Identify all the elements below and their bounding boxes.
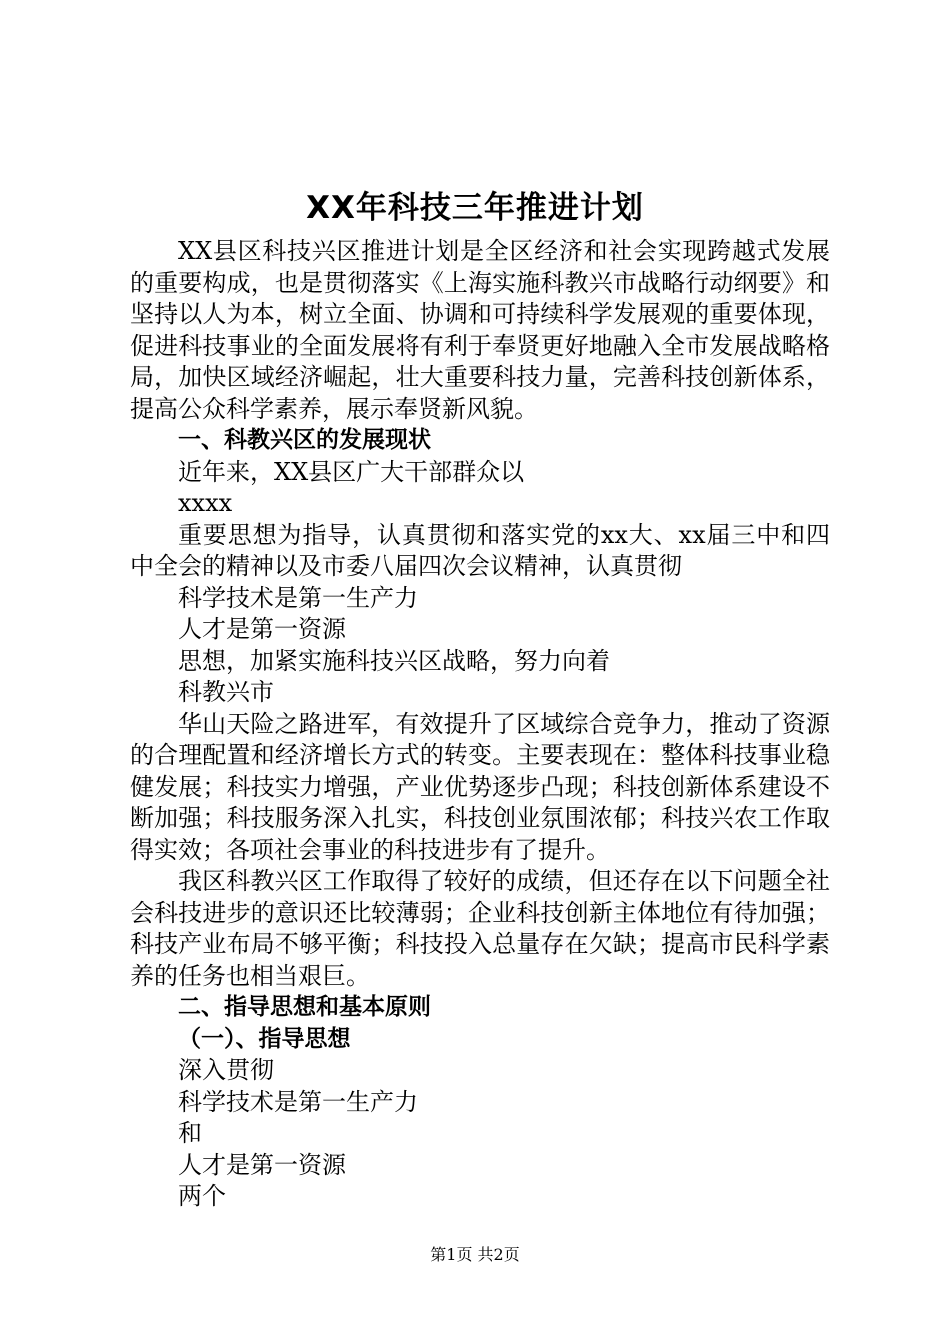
paragraph-line: 近年来，XX县区广大干部群众以 xyxy=(178,457,525,486)
achievements-paragraph: 华山天险之路进军，有效提升了区域综合竞争力，推动了资源的合理配置和经济增长方式的转变。主要表现在：整体科技事业稳健发展；科技实力增强，产业优势逐步凸现；科技创新体系建设不断加强；科技服务深入扎实，科技创业氛围浓郁；科技兴农工作取得实效；各项社会事业的科技进步有了提升。 xyxy=(130,709,830,864)
document-title: XX年科技三年推进计划 xyxy=(306,190,644,226)
paragraph-line: 科学技术是第一生产力 xyxy=(178,1087,418,1116)
paragraph-line: 深入贯彻 xyxy=(178,1056,274,1084)
paragraph-line: 两个 xyxy=(178,1182,226,1210)
page-number-footer: 第1页 共2页 xyxy=(430,1245,520,1264)
paragraph-line: 科教兴市 xyxy=(178,678,274,706)
paragraph-line: 重要思想为指导，认真贯彻和落实党的xx大、xx届三中和四中全会的精神以及市委八届四次会议精神，认真贯彻 xyxy=(130,520,830,580)
paragraph-line: xxxx xyxy=(178,489,233,517)
section-heading-1: 一、科教兴区的发展现状 xyxy=(178,427,431,453)
paragraph-line: 人才是第一资源 xyxy=(178,1150,346,1179)
paragraph-line: 思想，加紧实施科技兴区战略，努力向着 xyxy=(178,646,610,675)
paragraph-line: 科学技术是第一生产力 xyxy=(178,583,418,612)
paragraph-line: 和 xyxy=(178,1119,202,1147)
paragraph-line: 人才是第一资源 xyxy=(178,615,346,643)
document-body xyxy=(130,236,830,1213)
intro-paragraph: XX县区科技兴区推进计划是全区经济和社会实现跨越式发展的重要构成，也是贯彻落实《上海实施科教兴市战略行动纲要》和坚持以人为本，树立全面、协调和可持续科学发展观的重要体现，促进科技事业的全面发展将有利于奉贤更好地融入全市发展战略格局，加快区域经济崛起，壮大重要科技力量，完善科技创新体系，提高公众科学素养，展示奉贤新风貌。 xyxy=(130,237,830,423)
subsection-heading: （一）、指导思想 xyxy=(178,1025,351,1052)
problems-paragraph: 我区科教兴区工作取得了较好的成绩，但还存在以下问题全社会科技进步的意识还比较薄弱；企业科技创新主体地位有待加强；科技产业布局不够平衡；科技投入总量存在欠缺；提高市民科学素养的任务也相当艰巨。 xyxy=(130,867,830,990)
section-heading-2: 二、指导思想和基本原则 xyxy=(178,994,431,1020)
